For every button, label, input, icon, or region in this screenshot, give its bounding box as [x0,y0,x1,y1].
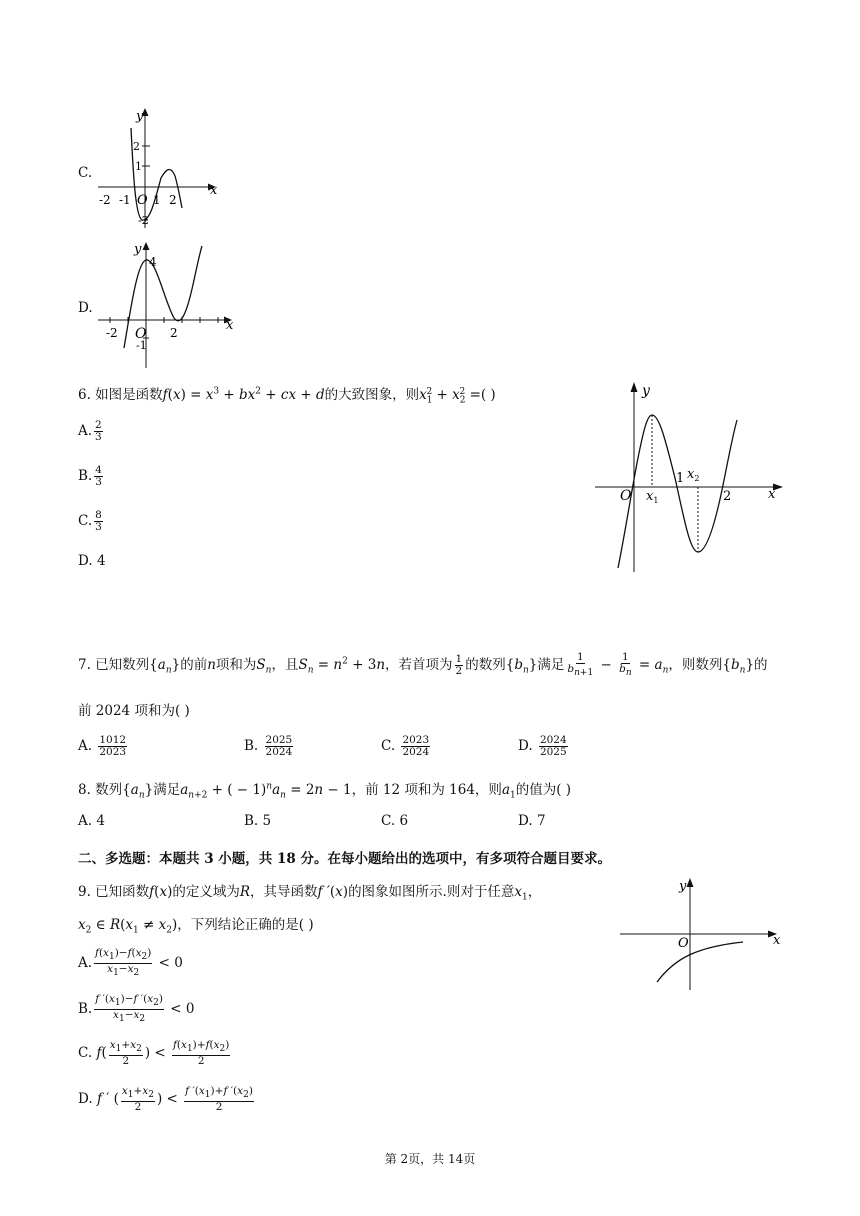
q7-stem-line2: 前 2024 项和为( ) [78,703,190,719]
q8-stem: 8. 数列$\{a_n\}$满足$a_{n+2}$ + ( − $1)^na_n = 2n - 1$，前 12 项和为 164，则$a_1$的值为( ) [78,781,572,801]
q5d-y-label: y [134,242,142,257]
q7-option-a[interactable] [78,735,129,758]
q6-option-d[interactable] [78,553,106,569]
q7-stem-line1: 7. 已知数列$\{a_n\}$的前n项和为$S_n$，且$S_n = n^2 + 3n$，若首项为 $\frac{1}{2}$ 的数列$\{b_n\}$满足 $\frac{1}{b_{n+1}}$ − $\frac{1}{b_n}$ = $a_n$，则数列$\{b_n\}$的 [78,651,768,679]
q7-b-num: 2025 [265,734,293,746]
q7-option-c[interactable] [381,735,432,758]
q6-y-label: y [642,383,650,399]
q6-option-a-label: A. [78,423,93,439]
q7-c-label: C. [381,738,396,754]
q9-y-label: y [679,879,687,894]
q8-b: 满足 [153,782,181,798]
q7-h: ，则数列 [668,657,723,674]
section-2-heading: 二、多选题：本题共 3 小题，共 18 分。在每小题给出的选项中，有多项符合题目要求。 [78,851,611,867]
q5c-tick-m2y: -2 [138,214,149,227]
q6-mid: 的大致图象，则 [324,387,420,403]
q7-a-label: A. [78,738,93,754]
q6-x1-label: $x_1$ [646,489,659,505]
q5-option-c-graph [98,108,223,228]
q7-e: ，若首项为 [385,657,453,674]
q9-line2b: ，下列结论正确的是( ) [177,917,314,933]
q7-b-label: B. [244,738,259,754]
q6-option-b[interactable] [78,465,105,488]
q6-origin: O [620,488,632,504]
q7-option-b[interactable] [244,735,295,758]
q7-option-d[interactable] [518,735,570,758]
q5c-tick-p2: 2 [169,193,177,207]
q7-b-den: 2024 [265,746,293,758]
q8-option-a[interactable]: A. 4 [78,813,105,829]
q7-d-num: 2024 [539,734,567,746]
q6-tail: =( ) [469,387,496,403]
q8-option-b[interactable]: B. 5 [244,813,272,829]
q5c-y-label: y [136,109,144,124]
q9-x-label: x [773,933,781,948]
q8-a: 8. 数列 [78,782,123,798]
q8-option-d[interactable]: D. 7 [518,813,546,829]
q9-d: 的图象如图所示.则对于任意 [348,884,515,900]
q6-option-c-label: C. [78,513,93,529]
q9-option-c[interactable]: C. f( $\frac{x_1+x_2}{2}$ ) < $\frac{f(x_1)+f(x_2)}{2}$ [78,1039,230,1068]
q6-tick-1: 1 [676,471,685,486]
q6-prefix: 6. 如图是函数 [78,387,163,403]
q9-option-d[interactable]: D. f ′ ( $\frac{x_1+x_2}{2}$ ) < $\frac{f '(x_1)+f '(x_2)}{2}$ [78,1085,253,1114]
q5c-tick-m2: -2 [99,193,111,207]
q6-a-den: 3 [95,431,102,443]
q5d-origin: O [135,326,147,342]
q7-c: 项和为 [215,657,257,674]
q9-origin: O [678,936,689,951]
q5c-x-label: x [210,183,218,198]
q5-option-d-graph [98,240,238,370]
q6-c-num: 8 [95,509,102,521]
q8-d: 的值为( ) [515,782,572,798]
q5d-tick-p2: 2 [170,326,178,340]
q8-c: ，前 12 项和为 164，则 [351,782,502,798]
q6-a-num: 2 [95,419,102,431]
q6-b-num: 4 [95,464,102,476]
q6-stem: 6. 如图是函数$f(x) = x^3 + bx^2$ + cx + d的大致图象，则$x_1^2 + x_2^2$ =( ) [78,386,496,406]
q9-graph [615,872,790,997]
q5-option-c-label: C. [78,165,93,181]
q7-i: 的 [754,657,768,674]
q6-option-d-label: D. [78,553,93,569]
q7-f: 的数列 [465,657,506,674]
q9-stem-line2: $x_2$ ∈ $R(x_1 \ne x_2)$，下列结论正确的是( ) [78,917,314,936]
q6-option-a[interactable] [78,420,105,443]
q7-b: 的前 [180,657,208,674]
q6-x-label: x [768,487,776,502]
q6-tick-2: 2 [723,489,732,504]
q7-c-den: 2024 [402,746,430,758]
q7-a-den: 2023 [99,746,127,758]
q9-option-b[interactable]: B. $\frac{f '(x_1)-f '(x_2)}{x_1-x_2}$ < 0 [78,993,195,1025]
q9-stem-line1: 9. 已知函数f(x)的定义域为R，其导函数f ′(x)的图象如图所示.则对于任意$x_1$， [78,884,542,903]
q7-d: ，且 [271,657,299,674]
q9-b: 的定义域为 [172,884,240,900]
q7-g: 满足 [537,657,565,674]
q6-b-den: 3 [95,476,102,488]
q5c-tick-m1: -1 [119,193,131,207]
q5c-origin: O [137,193,148,208]
q5d-tick-m2: -2 [106,326,118,340]
q8-option-c[interactable]: C. 6 [381,813,409,829]
q5d-tick-m1: -1 [136,339,147,352]
q7-c-num: 2023 [402,734,430,746]
q6-x2-label: $x_2$ [687,467,700,483]
q6-option-c[interactable] [78,510,105,533]
q7-d-label: D. [518,738,533,754]
q5d-tick-4: 4 [149,255,157,269]
q5c-tick-1: 1 [135,160,142,173]
q7-a-num: 1012 [99,734,127,746]
q7-a: 7. 已知数列 [78,657,150,674]
q7-d-den: 2025 [539,746,567,758]
q6-option-b-label: B. [78,468,93,484]
q5-option-d-label: D. [78,300,93,316]
q5c-tick-2: 2 [133,140,140,153]
q5d-x-label: x [226,318,234,333]
page-footer: 第 2页，共 14页 [384,1152,476,1166]
q6-c-den: 3 [95,521,102,533]
q5c-tick-p1: 1 [153,193,161,207]
q9-c: ，其导函数 [250,884,318,900]
q9-a: 9. 已知函数 [78,884,150,900]
q6-d-text: 4 [96,553,106,569]
q9-option-a[interactable]: A. $\frac{f(x_1)-f(x_2)}{x_1-x_2}$ < 0 [78,947,183,979]
q6-graph [590,378,790,578]
